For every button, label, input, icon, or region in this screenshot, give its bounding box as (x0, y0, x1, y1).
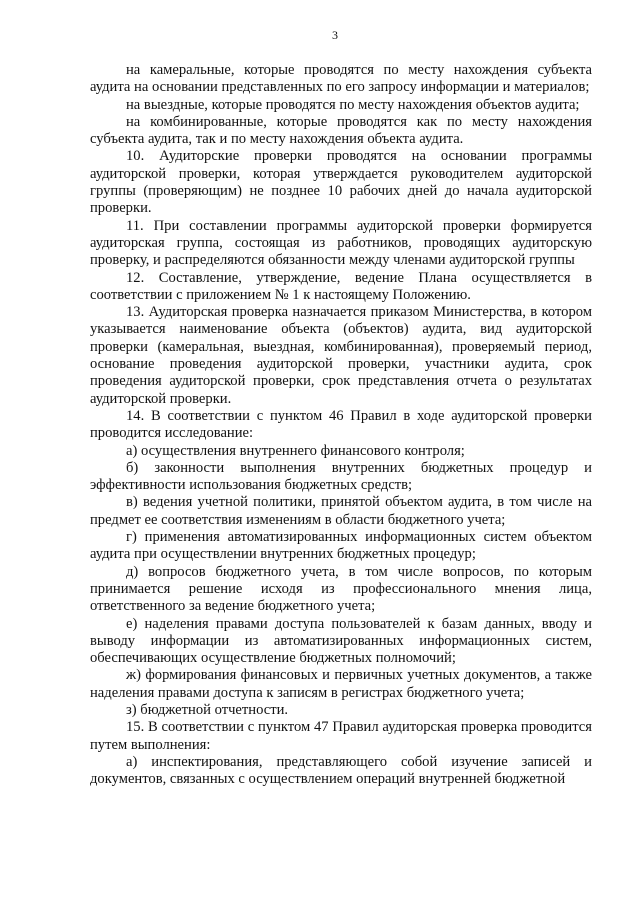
paragraph-item-14: 14. В соответствии с пунктом 46 Правил в ходе аудиторской проверки проводится исследование: (90, 407, 592, 442)
paragraph-audit-type-field: на выездные, которые проводятся по месту нахождения объектов аудита; (126, 96, 580, 113)
paragraph-item-15-a: а) инспектирования, представляющего собой изучение записей и документов, связанных с осуществлением операций внутренней бюджетной (90, 753, 592, 788)
paragraph-item-14-v: в) ведения учетной политики, принятой объектом аудита, в том числе на предмет ее соответствия изменениям в области бюджетного учета; (90, 494, 592, 528)
paragraph-audit-type-desk: на камеральные, которые проводятся по месту нахождения субъекта аудита на основании представленных по его запросу информации и материалов; (90, 62, 592, 96)
paragraph-item-14-a: а) осуществления внутреннего финансового контроля; (126, 442, 465, 459)
paragraph-item-15: 15. В соответствии с пунктом 47 Правил аудиторская проверка проводится путем выполнения: (90, 719, 592, 753)
paragraph-item-14-e: е) наделения правами доступа пользователей к базам данных, вводу и выводу информации из автоматизированных информационных систем, обеспечивающих осуществление бюджетных полномочий; (90, 615, 592, 667)
paragraph-audit-type-combined: на комбинированные, которые проводятся как по месту нахождения субъекта аудита, так и по месту нахождения объекта аудита. (90, 113, 592, 148)
paragraph-item-13: 13. Аудиторская проверка назначается приказом Министерства, в котором указывается наименование объекта (объектов) аудита, вид аудиторской проверки (камеральная, выездная, комбинированная), проверяемый период, основание проведения аудиторской проверки, участники аудита, срок проведения аудиторской проверки, срок представления отчета о результатах аудиторской проверки. (90, 304, 592, 407)
paragraph-item-14-b: б) законности выполнения внутренних бюджетных процедур и эффективности использования бюджетных средств; (90, 459, 592, 494)
paragraph-item-11: 11. При составлении программы аудиторской проверки формируется аудиторская группа, состоящая из работников, проводящих аудиторскую проверку, и распределяются обязанности между членами аудиторской группы (90, 217, 592, 269)
document-page (90, 28, 592, 788)
paragraph-item-14-z: з) бюджетной отчетности. (126, 701, 289, 718)
paragraph-item-14-d: д) вопросов бюджетного учета, в том числе вопросов, по которым принимается решение исходя из профессионального мнения лица, ответственного за ведение бюджетного учета; (90, 563, 592, 615)
paragraph-item-14-g: г) применения автоматизированных информационных систем объектом аудита при осуществлении внутренних бюджетных процедур; (90, 529, 592, 563)
paragraph-item-14-zh: ж) формирования финансовых и первичных учетных документов, а также наделения правами доступа к записям в регистрах бюджетного учета; (90, 667, 592, 701)
page-number: 3 (332, 28, 338, 42)
paragraph-item-12: 12. Составление, утверждение, ведение Плана осуществляется в соответствии с приложением № 1 к настоящему Положению. (90, 269, 592, 303)
paragraph-item-10: 10. Аудиторские проверки проводятся на основании программы аудиторской проверки, которая утверждается руководителем аудиторской группы (проверяющим) не позднее 10 рабочих дней до начала аудиторской проверки. (90, 148, 592, 217)
